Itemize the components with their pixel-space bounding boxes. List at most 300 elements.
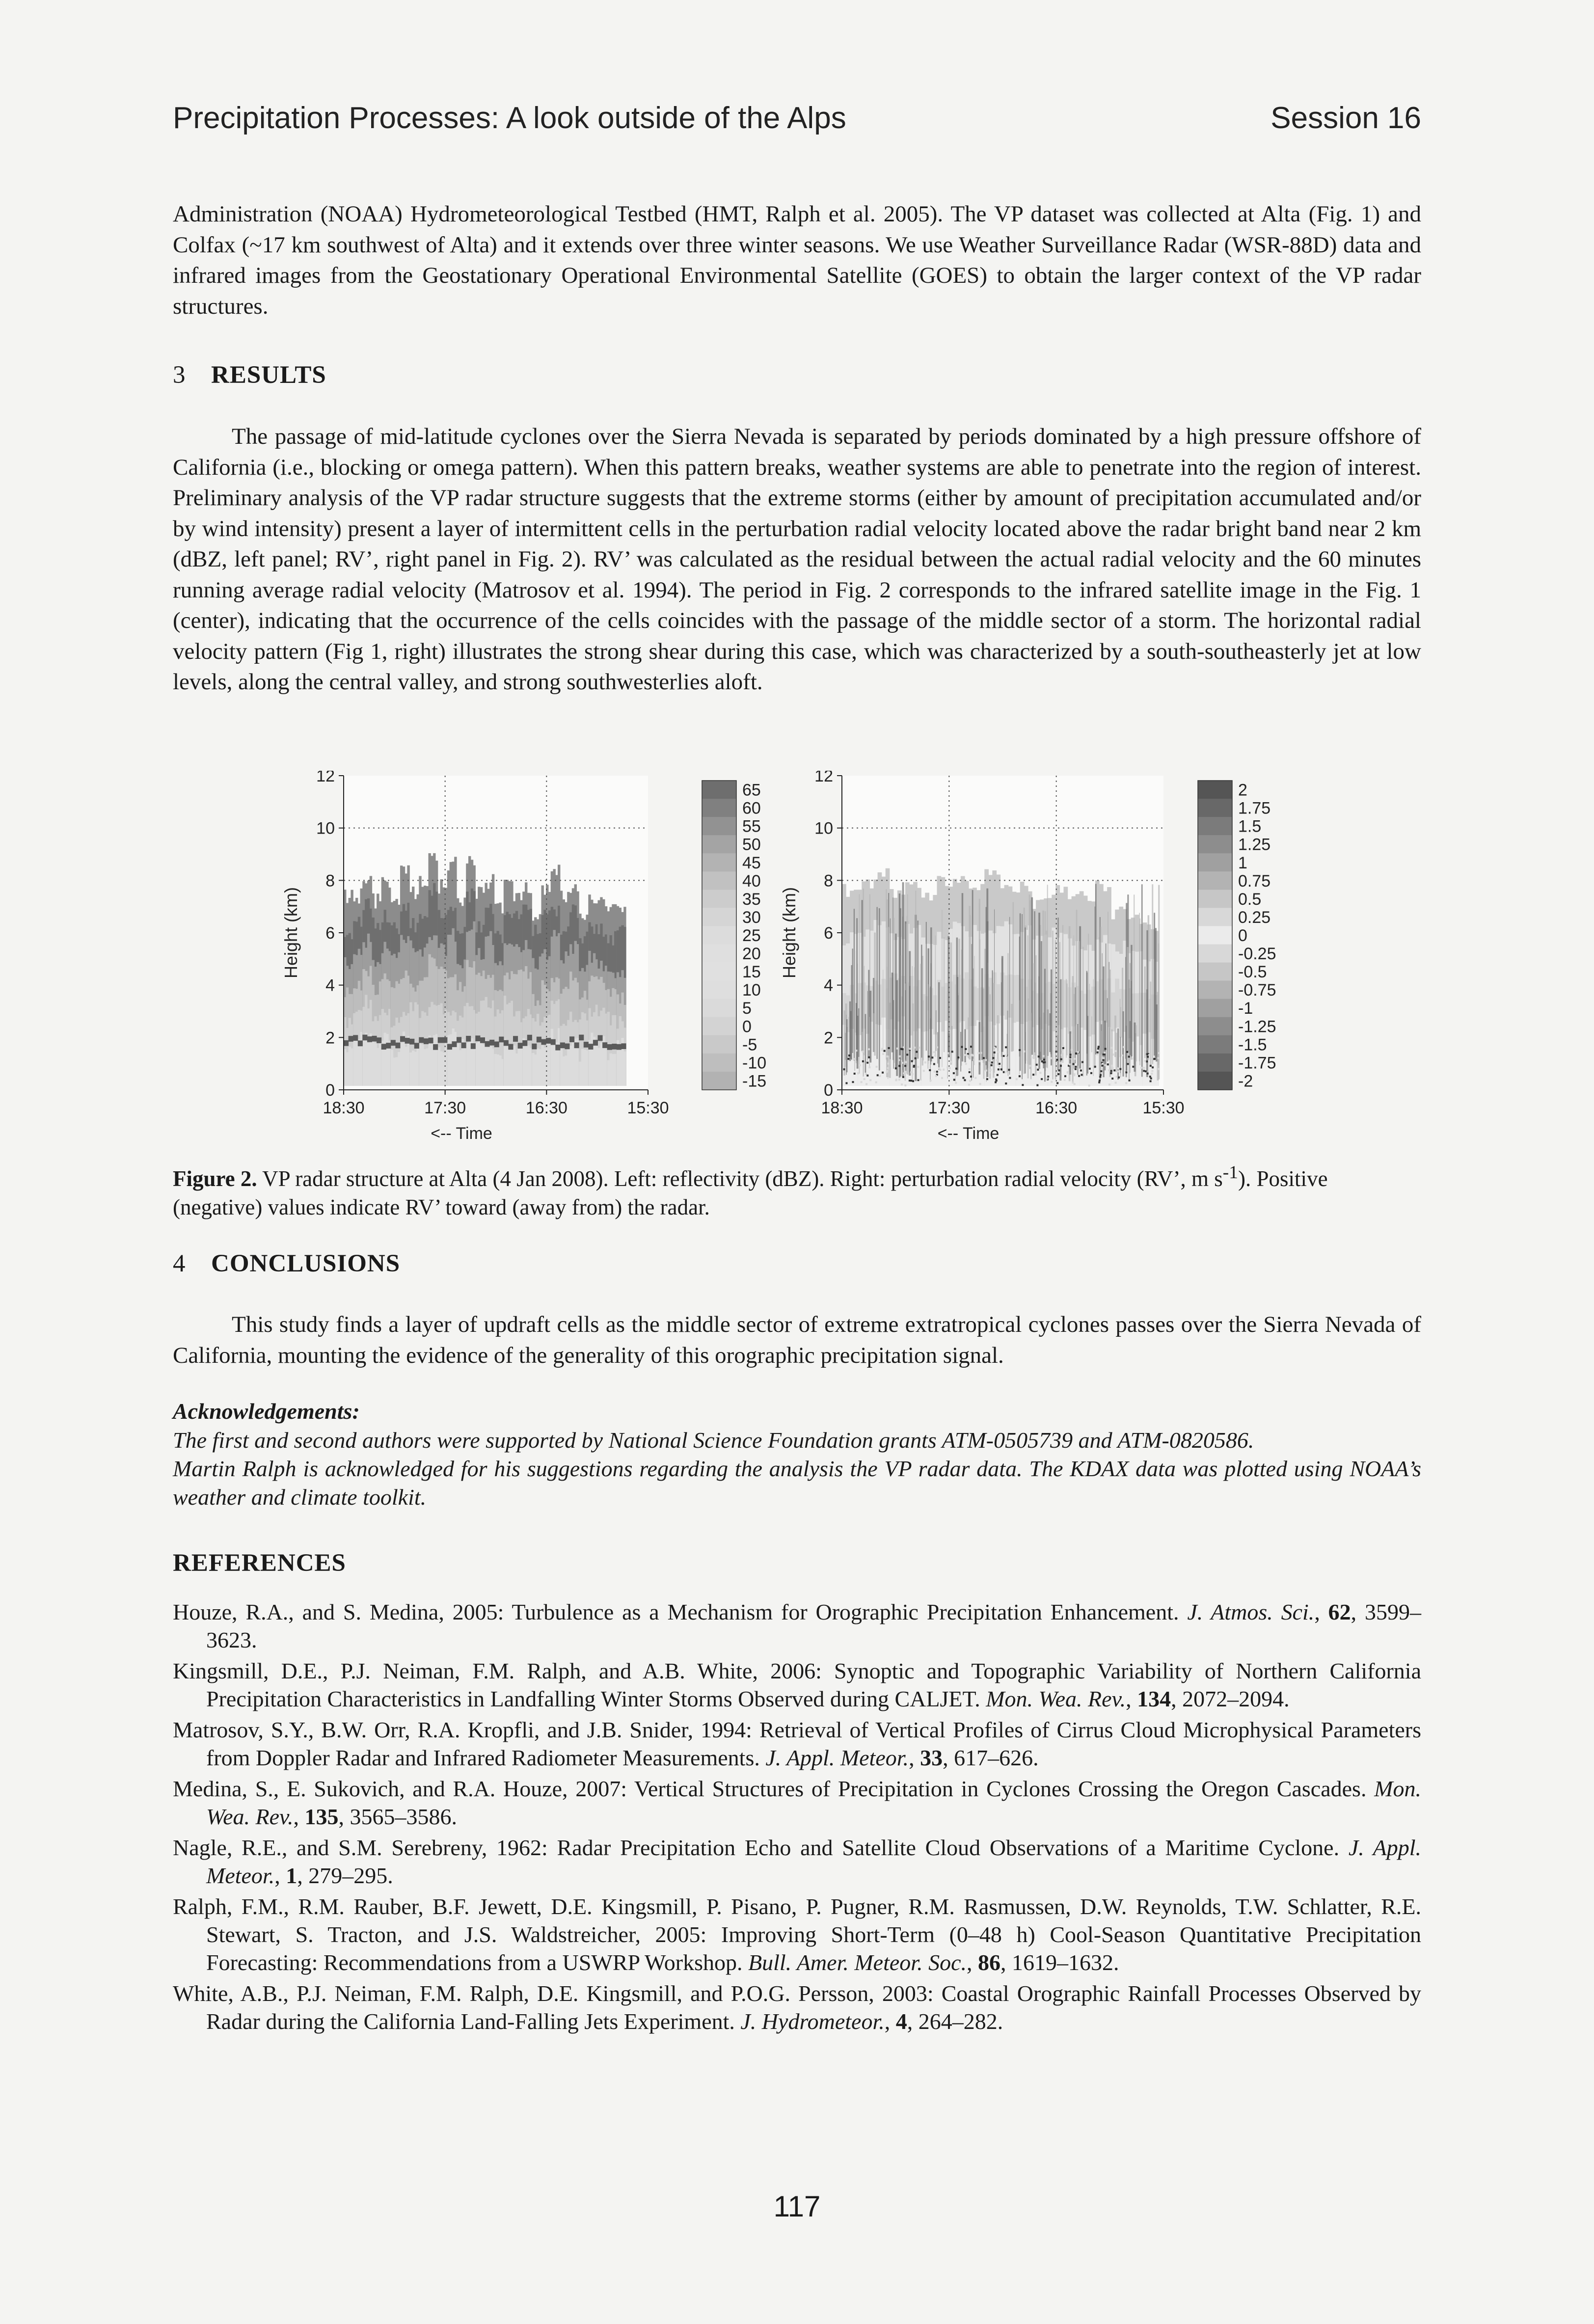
velocity-streak [1123, 1011, 1124, 1077]
velocity-streak [1059, 942, 1061, 1068]
velocity-speckle [1004, 1071, 1006, 1073]
references-heading: REFERENCES [173, 1549, 346, 1577]
velocity-speckle [866, 1062, 868, 1064]
velocity-streak [968, 1018, 969, 1058]
velocity-speckle [1051, 1081, 1053, 1083]
velocity-speckle [1032, 1074, 1034, 1076]
velocity-speckle [965, 1048, 967, 1050]
velocity-speckle [928, 1055, 930, 1057]
reference-pages: , 3599–3623. [206, 1599, 1421, 1652]
reference-pages: , 2072–2094. [1171, 1686, 1290, 1711]
echo-column [508, 1049, 511, 1086]
echo-column [511, 1046, 513, 1086]
echo-column [374, 1043, 377, 1086]
velocity-streak [1009, 917, 1010, 1075]
velocity-speckle [864, 1078, 865, 1080]
velocity-speckle [963, 1077, 965, 1079]
header-session: Session 16 [1270, 101, 1421, 135]
velocity-speckle [1125, 1082, 1127, 1084]
velocity-speckle [906, 1054, 908, 1055]
section-4-heading [173, 1249, 400, 1278]
reference-text: Nagle, R.E., and S.M. Serebreny, 1962: Radar Precipitation Echo and Satellite Cloud Observations of a Maritime Cyclone. [173, 1835, 1349, 1860]
velocity-speckle [1151, 1073, 1153, 1075]
echo-column [395, 1057, 398, 1086]
echo-column [346, 1053, 349, 1086]
velocity-speckle [1108, 1083, 1110, 1085]
velocity-speckle [993, 1050, 995, 1052]
results-paragraph [173, 421, 1421, 698]
velocity-speckle [997, 1074, 999, 1076]
bright-band [466, 1036, 471, 1042]
colorbar-label: 20 [742, 945, 761, 964]
colorbar-label: -5 [742, 1035, 757, 1054]
velocity-speckle [1058, 1069, 1060, 1071]
reference-item: Ralph, F.M., R.M. Rauber, B.F. Jewett, D.E. Kingsmill, P. Pisano, P. Pugner, R.M. Rasmussen, D.W. Reynolds, T.W. Schlatter, R.E. Stewart, S. Tracton, and J.S. Waldstreicher, 2005: Improving Short-Term (0–48 h) Cool-Season Quantitative Precipitation Forecasting: Recommendations from a USWRP Workshop. Bull. Amer. Meteor. Soc., 86, 1619–1632. [173, 1894, 1421, 1975]
section-3-number: 3 [173, 361, 186, 389]
acknowledgements-heading: Acknowledgements: [173, 1399, 360, 1424]
velocity-streak [920, 964, 921, 1081]
echo-column [543, 1048, 546, 1086]
velocity-speckle [847, 1058, 849, 1060]
velocity-speckle [1110, 1047, 1112, 1049]
echo-column [494, 1054, 497, 1086]
echo-column [584, 1050, 586, 1086]
velocity-speckle [1038, 1055, 1040, 1057]
velocity-speckle [935, 1075, 937, 1077]
velocity-speckle [971, 1054, 973, 1056]
colorbar-swatch [1198, 1035, 1232, 1054]
velocity-speckle [924, 1061, 926, 1063]
velocity-speckle [904, 1084, 906, 1086]
echo-column [579, 1062, 581, 1086]
colorbar-label: -1.75 [1238, 1054, 1276, 1073]
velocity-speckle [1090, 1072, 1092, 1074]
velocity-speckle [904, 1065, 906, 1067]
colorbar-swatch [1198, 926, 1232, 945]
intro-paragraph [173, 199, 1421, 322]
velocity-speckle [1097, 1052, 1099, 1054]
caption-sup: -1 [1222, 1162, 1239, 1183]
velocity-speckle [910, 1071, 912, 1073]
reference-volume: 4 [895, 2009, 907, 2034]
echo-column [565, 1055, 567, 1086]
colorbar-swatch [702, 945, 736, 963]
reference-journal: J. Appl. Meteor. [765, 1745, 909, 1770]
velocity-speckle [1036, 1084, 1038, 1086]
velocity-streak [1007, 953, 1008, 1076]
velocity-speckle [1062, 1047, 1064, 1049]
bright-band [358, 1041, 363, 1047]
echo-column [414, 1052, 417, 1086]
bright-band [532, 1044, 537, 1050]
velocity-speckle [953, 1072, 955, 1074]
velocity-speckle [980, 1052, 982, 1054]
velocity-speckle [1067, 1072, 1069, 1074]
echo-column [379, 1044, 381, 1086]
references-list [173, 1598, 1421, 2038]
colorbar-label: 55 [742, 817, 761, 836]
velocity-streak [896, 980, 898, 1076]
velocity-streak [854, 951, 855, 1071]
velocity-speckle [1104, 1064, 1106, 1066]
velocity-streak [1038, 913, 1040, 1069]
echo-column [412, 1051, 414, 1086]
echo-column [612, 1054, 614, 1086]
x-tick-label: 18:30 [821, 1099, 863, 1117]
bright-band [461, 1043, 466, 1049]
echo-column [447, 1035, 450, 1086]
velocity-speckle [881, 1048, 883, 1050]
colorbar-swatch [1198, 1017, 1232, 1036]
echo-column [400, 1043, 403, 1086]
velocity-speckle [1100, 1074, 1102, 1076]
echo-column [349, 1047, 351, 1086]
velocity-speckle [1060, 1065, 1062, 1067]
bright-band [480, 1037, 485, 1043]
velocity-speckle [1046, 1078, 1048, 1080]
velocity-speckle [888, 1063, 890, 1065]
colorbar-swatch [1198, 890, 1232, 908]
velocity-speckle [915, 1057, 917, 1059]
velocity-speckle [1123, 1046, 1125, 1048]
velocity-speckle [868, 1048, 870, 1050]
echo-column [563, 1056, 565, 1086]
x-tick-label: 15:30 [627, 1099, 669, 1117]
velocity-speckle [862, 1060, 864, 1062]
velocity-speckle [967, 1054, 969, 1056]
reference-text: Kingsmill, D.E., P.J. Neiman, F.M. Ralph, and A.B. White, 2006: Synoptic and Topographic Variability of Northern California Precipitation Characteristics in Landfalling Winter Storms Observed during CALJET. [173, 1658, 1421, 1711]
velocity-streak [1042, 911, 1044, 1063]
velocity-speckle [1029, 1065, 1031, 1067]
velocity-speckle [943, 1069, 945, 1071]
velocity-speckle [1069, 1063, 1071, 1065]
velocity-speckle [1098, 1046, 1100, 1048]
bright-band [353, 1035, 358, 1041]
velocity-speckle [1105, 1048, 1107, 1050]
echo-column [355, 1038, 358, 1086]
bright-band [518, 1043, 523, 1049]
velocity-streak [944, 937, 945, 1052]
velocity-speckle [1150, 1078, 1152, 1080]
velocity-streak [1049, 1013, 1051, 1052]
velocity-speckle [901, 1062, 903, 1064]
reference-volume: 134 [1137, 1686, 1171, 1711]
echo-column [541, 1039, 544, 1086]
velocity-speckle [882, 1072, 884, 1074]
velocity-streak [960, 1032, 961, 1072]
velocity-speckle [1144, 1060, 1146, 1062]
velocity-speckle [1129, 1080, 1131, 1081]
colorbar-swatch [702, 963, 736, 981]
echo-column [445, 1042, 447, 1086]
colorbar-swatch [1198, 853, 1232, 872]
echo-column [623, 1052, 626, 1086]
velocity-speckle [886, 1055, 888, 1057]
running-header [173, 101, 1421, 135]
velocity-streak [874, 933, 876, 1056]
bright-band [617, 1044, 621, 1050]
velocity-speckle [964, 1054, 966, 1056]
velocity-speckle [895, 1079, 897, 1081]
colorbar-label: 0 [742, 1017, 752, 1036]
bright-band [400, 1036, 405, 1042]
velocity-speckle [1069, 1056, 1071, 1058]
velocity-speckle [868, 1066, 870, 1068]
velocity-speckle [1154, 1058, 1156, 1060]
velocity-speckle [1075, 1066, 1077, 1068]
velocity-speckle [961, 1046, 963, 1048]
velocity-speckle [1019, 1049, 1021, 1051]
reference-journal: Bull. Amer. Meteor. Soc. [748, 1950, 967, 1975]
velocity-speckle [861, 1081, 863, 1083]
velocity-speckle [1143, 1070, 1145, 1072]
colorbar-swatch [1198, 835, 1232, 854]
colorbar-label: 15 [742, 963, 761, 982]
velocity-streak [964, 1029, 966, 1062]
echo-column [551, 1029, 553, 1086]
velocity-speckle [993, 1057, 995, 1059]
bright-band [457, 1037, 461, 1043]
velocity-speckle [951, 1051, 953, 1053]
echo-column [539, 1049, 541, 1086]
reference-journal: J. Atmos. Sci. [1187, 1599, 1315, 1624]
velocity-speckle [905, 1061, 907, 1063]
velocity-speckle [1040, 1072, 1042, 1074]
velocity-speckle [950, 1061, 952, 1063]
velocity-speckle [1126, 1051, 1128, 1053]
colorbar-swatch [702, 981, 736, 1000]
velocity-speckle [1005, 1082, 1007, 1084]
reference-journal: J. Appl. Meteor. [206, 1835, 1421, 1888]
colorbar-swatch [1198, 945, 1232, 963]
velocity-streak [1136, 1025, 1137, 1061]
y-tick-label: 8 [824, 871, 833, 891]
velocity-speckle [1157, 1057, 1159, 1059]
velocity-speckle [1151, 1070, 1153, 1072]
velocity-speckle [1099, 1080, 1101, 1081]
colorbar-label: 40 [742, 871, 761, 891]
echo-column [497, 1054, 499, 1086]
colorbar-label: 35 [742, 890, 761, 909]
figure-2 [275, 771, 1316, 1159]
intro-text: Administration (NOAA) Hydrometeorological Testbed (HMT, Ralph et al. 2005). The VP dataset was collected at Alta (Fig. 1) and Colfax (~17 km southwest of Alta) and it extends over three winter seasons. We use Weather Surveillance Radar (WSR-88D) data and infrared images from the Geostationary Operational Environmental Satellite (GOES) to obtain the larger context of the VP radar structures. [173, 201, 1421, 319]
velocity-speckle [1101, 1068, 1103, 1070]
section-3-heading [173, 361, 326, 389]
velocity-speckle [1158, 1068, 1160, 1070]
velocity-speckle [879, 1075, 881, 1077]
velocity-speckle [1111, 1067, 1113, 1069]
colorbar-label: -2 [1238, 1072, 1253, 1091]
velocity-speckle [1041, 1060, 1043, 1062]
velocity-streak [863, 889, 864, 1077]
velocity-speckle [970, 1076, 972, 1078]
bright-band [349, 1036, 353, 1042]
velocity-streak [1011, 1004, 1013, 1052]
velocity-streak [1033, 963, 1034, 1059]
velocity-streak [1152, 884, 1153, 1064]
velocity-speckle [985, 1059, 987, 1061]
velocity-speckle [857, 1072, 859, 1074]
velocity-speckle [1113, 1054, 1115, 1055]
colorbar-label: 0.75 [1238, 871, 1271, 891]
velocity-speckle [911, 1060, 913, 1062]
bright-band [362, 1035, 367, 1041]
echo-column [409, 1053, 412, 1086]
colorbar-label: 2 [1238, 781, 1247, 800]
velocity-speckle [1119, 1068, 1121, 1070]
velocity-streak [1082, 947, 1083, 1077]
velocity-streak [972, 890, 973, 1061]
velocity-speckle [1110, 1065, 1112, 1067]
velocity-streak [935, 936, 936, 1057]
velocity-streak [852, 948, 853, 1053]
echo-column [515, 1054, 518, 1086]
velocity-speckle [939, 1057, 941, 1059]
y-tick-label: 12 [814, 771, 833, 785]
bright-band [499, 1037, 504, 1043]
colorbar-label: -0.5 [1238, 963, 1267, 982]
velocity-speckle [862, 1051, 864, 1053]
velocity-speckle [1050, 1057, 1052, 1059]
velocity-streak [850, 1011, 852, 1059]
velocity-speckle [917, 1066, 919, 1068]
velocity-speckle [964, 1079, 966, 1081]
velocity-streak [1029, 900, 1031, 1069]
velocity-speckle [1003, 1055, 1005, 1057]
section-3-title: RESULTS [211, 361, 326, 389]
velocity-speckle [896, 1048, 898, 1050]
velocity-speckle [1064, 1079, 1066, 1081]
bright-band [560, 1043, 565, 1049]
colorbar-swatch [1198, 908, 1232, 926]
velocity-speckle [955, 1068, 957, 1070]
section-4-title: CONCLUSIONS [211, 1250, 401, 1277]
velocity-streak [1106, 944, 1107, 1065]
velocity-speckle [1074, 1058, 1076, 1060]
velocity-speckle [1044, 1061, 1046, 1063]
velocity-speckle [909, 1080, 911, 1081]
bright-band [579, 1035, 584, 1041]
x-tick-label: 16:30 [1035, 1099, 1078, 1117]
velocity-speckle [995, 1079, 997, 1081]
velocity-speckle [1145, 1070, 1147, 1072]
velocity-speckle [934, 1071, 936, 1073]
velocity-speckle [1075, 1068, 1077, 1070]
colorbar-label: -15 [742, 1072, 767, 1091]
velocity-speckle [1031, 1056, 1033, 1058]
bright-band [489, 1040, 494, 1046]
velocity-speckle [1102, 1063, 1104, 1065]
velocity-speckle [955, 1082, 957, 1084]
velocity-streak [889, 927, 890, 1078]
echo-column [480, 1037, 483, 1086]
velocity-speckle [1115, 1050, 1117, 1052]
y-tick-label: 4 [824, 976, 833, 995]
velocity-speckle [1143, 1067, 1145, 1069]
colorbar-swatch [702, 1017, 736, 1036]
velocity-speckle [1115, 1081, 1117, 1083]
velocity-speckle [903, 1047, 905, 1049]
caption-tail: ). Positive (negative) values indicate RV’ toward (away from) the radar. [173, 1166, 1328, 1219]
velocity-speckle [901, 1083, 903, 1085]
velocity-speckle [1073, 1063, 1075, 1065]
velocity-streak [1139, 913, 1140, 1061]
velocity-speckle [991, 1064, 993, 1066]
velocity-speckle [1100, 1070, 1102, 1072]
reference-pages: , 617–626. [943, 1745, 1039, 1770]
bright-band [395, 1043, 400, 1049]
echo-column [534, 1054, 537, 1086]
reference-pages: , 3565–3586. [338, 1804, 458, 1829]
echo-column [362, 1036, 365, 1086]
echo-column [384, 1033, 386, 1086]
colorbar-label: 0 [1238, 926, 1247, 945]
bright-band [598, 1035, 603, 1041]
velocity-speckle [887, 1067, 889, 1069]
velocity-streak [1075, 987, 1076, 1063]
velocity-speckle [1041, 1078, 1043, 1080]
velocity-streak [915, 891, 916, 1057]
bright-band [612, 1044, 617, 1050]
velocity-speckle [1070, 1054, 1072, 1055]
colorbar-label: 1.75 [1238, 799, 1271, 818]
velocity-streak [1076, 910, 1078, 1055]
y-tick-label: 0 [824, 1081, 833, 1100]
bright-band [419, 1037, 424, 1043]
velocity-speckle [1132, 1057, 1134, 1059]
bright-band [429, 1038, 433, 1044]
velocity-speckle [990, 1069, 992, 1071]
velocity-speckle [1099, 1076, 1101, 1078]
velocity-speckle [1019, 1075, 1021, 1077]
velocity-streak [947, 991, 948, 1079]
velocity-streak [862, 1032, 863, 1053]
velocity-speckle [1118, 1077, 1120, 1079]
velocity-streak [843, 1010, 845, 1076]
colorbar-label: 65 [742, 781, 761, 800]
y-axis-label: Height (km) [281, 887, 301, 979]
velocity-speckle [1150, 1080, 1152, 1082]
acknowledgements-line-1: The first and second authors were supported by National Science Foundation grants ATM-0505739 and ATM-0820586. [173, 1428, 1254, 1453]
velocity-streak [859, 894, 860, 1074]
echo-column [426, 1048, 429, 1086]
colorbar-swatch [1198, 963, 1232, 981]
echo-column [454, 1032, 457, 1086]
velocity-speckle [941, 1077, 943, 1079]
velocity-streak [1020, 914, 1021, 1071]
acknowledgements-line-2: Martin Ralph is acknowledged for his suggestions regarding the analysis the VP radar data. The KDAX data was plotted using NOAA’s weather and climate toolkit. [173, 1456, 1421, 1510]
velocity-speckle [1005, 1054, 1007, 1056]
echo-column [569, 1046, 572, 1086]
reference-text: Medina, S., E. Sukovich, and R.A. Houze, 2007: Vertical Structures of Precipitation in Cyclones Crossing the Oregon Cascades. [173, 1776, 1375, 1801]
velocity-speckle [848, 1054, 850, 1056]
velocity-speckle [1132, 1066, 1134, 1068]
figure-2-caption [173, 1159, 1421, 1221]
bright-band [433, 1044, 438, 1050]
echo-column [463, 1048, 466, 1086]
velocity-streak [901, 955, 902, 1056]
velocity-streak [887, 899, 889, 1061]
velocity-speckle [994, 1052, 996, 1054]
velocity-streak [955, 984, 956, 1082]
velocity-speckle [876, 1066, 878, 1068]
velocity-streak [877, 907, 878, 1059]
velocity-streak [1062, 925, 1063, 1063]
echo-column [391, 1050, 393, 1086]
velocity-speckle [1152, 1066, 1154, 1068]
echo-column [595, 1046, 598, 1086]
velocity-speckle [1101, 1065, 1103, 1067]
